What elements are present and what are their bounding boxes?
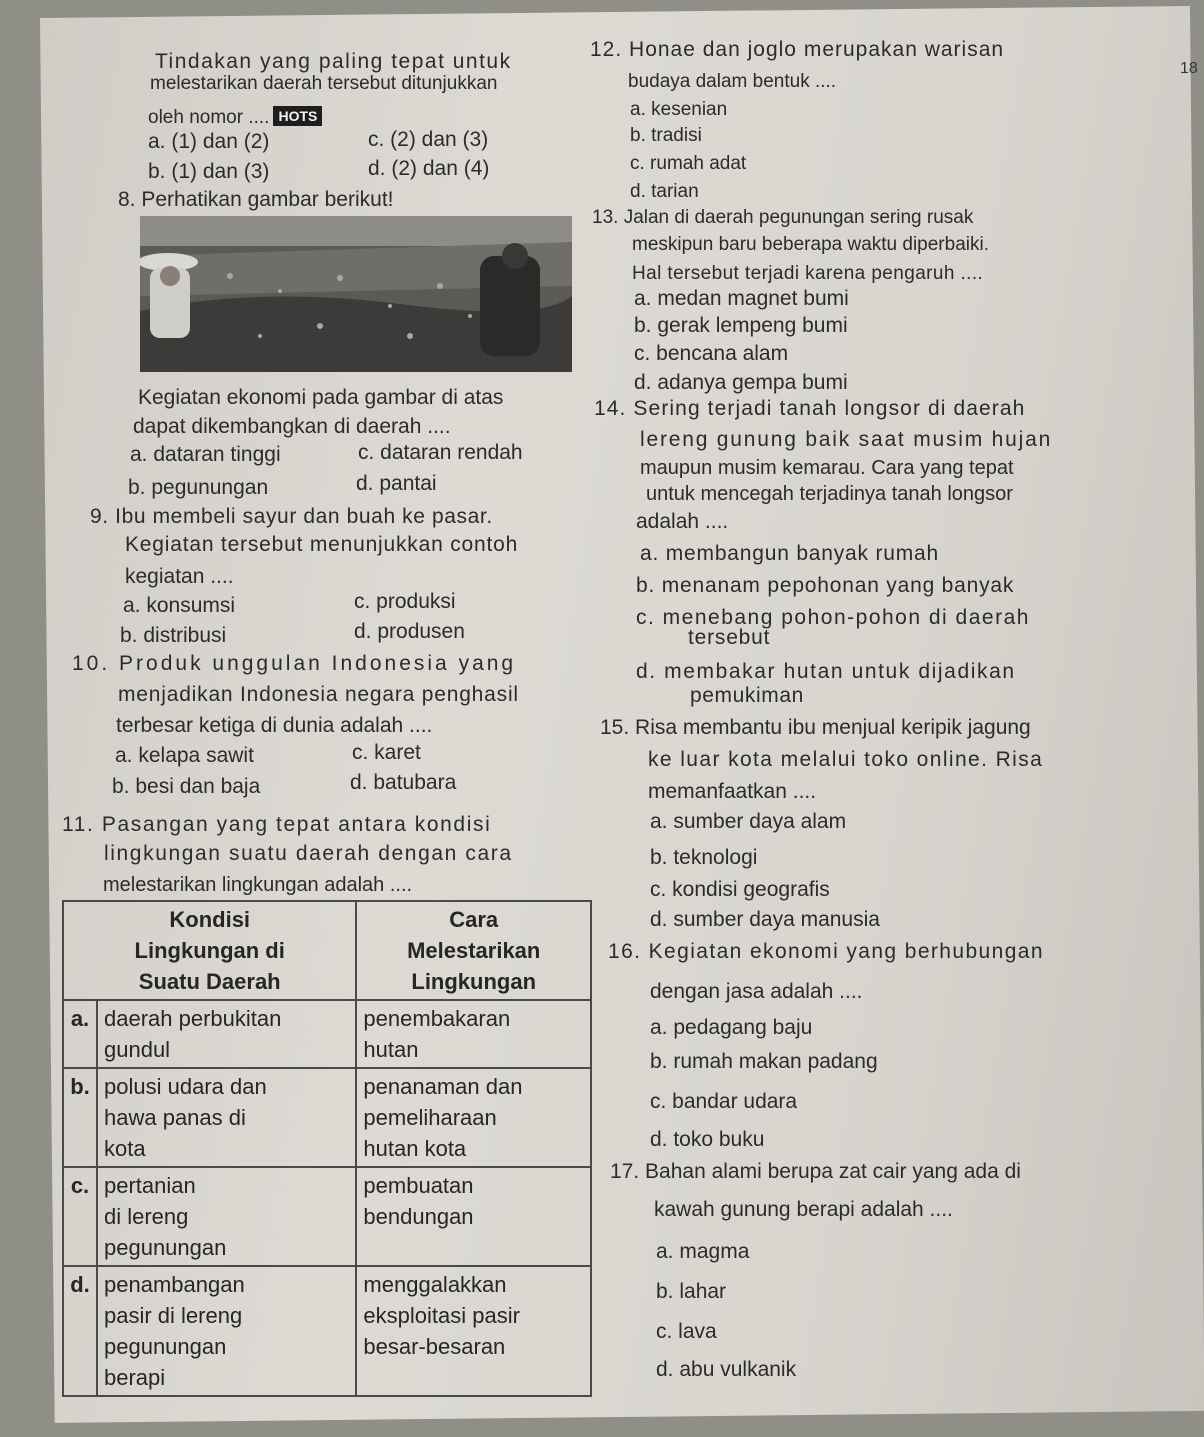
table-row xyxy=(63,1167,591,1266)
q7-option-d: d. (2) dan (4) xyxy=(368,157,490,180)
q10-option-a: a. kelapa sawit xyxy=(115,744,254,767)
q14-option-c: c. menebang pohon-pohon di daerah xyxy=(636,606,1030,629)
q12-option-b: b. tradisi xyxy=(630,125,702,146)
q10-option-d: d. batubara xyxy=(350,771,457,794)
q13-stem-line2: meskipun baru beberapa waktu diperbaiki. xyxy=(632,234,989,255)
q14-option-a: a. membangun banyak rumah xyxy=(640,542,939,565)
q13-stem-line3: Hal tersebut terjadi karena pengaruh .... xyxy=(632,263,984,284)
q11-stem-line3: melestarikan lingkungan adalah .... xyxy=(103,874,413,896)
q7-stem-line1: Tindakan yang paling tepat untuk xyxy=(155,50,512,73)
q12-stem-line1: 12. Honae dan joglo merupakan warisan xyxy=(590,38,1005,61)
q8-option-c: c. dataran rendah xyxy=(358,441,523,464)
q10-stem-line3: terbesar ketiga di dunia adalah .... xyxy=(116,714,433,737)
q8-option-b: b. pegunungan xyxy=(128,476,269,499)
table-header-row xyxy=(63,901,591,1000)
q15-option-b: b. teknologi xyxy=(650,846,758,869)
q13-stem-line1: 13. Jalan di daerah pegunungan sering rusak xyxy=(592,207,974,228)
q8-option-d: d. pantai xyxy=(356,472,437,495)
q7-option-b: b. (1) dan (3) xyxy=(148,160,270,183)
q11-stem-line1: 11. Pasangan yang tepat antara kondisi xyxy=(62,813,492,836)
q12-option-a: a. kesenian xyxy=(630,99,728,120)
q9-stem-line2: Kegiatan tersebut menunjukkan contoh xyxy=(125,533,519,556)
hots-badge: HOTS xyxy=(273,106,322,126)
row-label: c. xyxy=(63,1167,97,1266)
q7-option-a: a. (1) dan (2) xyxy=(148,130,270,153)
q16-option-a: a. pedagang baju xyxy=(650,1016,813,1039)
row-cara: penanaman dan pemeliharaan hutan kota xyxy=(356,1068,591,1167)
row-cara: penembakaran hutan xyxy=(356,1000,591,1068)
q15-option-a: a. sumber daya alam xyxy=(650,810,847,833)
row-kondisi: pertanian di lereng pegunungan xyxy=(97,1167,356,1266)
q16-option-c: c. bandar udara xyxy=(650,1090,798,1113)
q9-option-d: d. produsen xyxy=(354,620,465,643)
q17-option-a: a. magma xyxy=(656,1240,750,1263)
q13-option-b: b. gerak lempeng bumi xyxy=(634,314,848,337)
row-kondisi: daerah perbukitan gundul xyxy=(97,1000,356,1068)
q14-option-d-cont: pemukiman xyxy=(690,684,804,707)
row-label: a. xyxy=(63,1000,97,1068)
row-cara: menggalakkan eksploitasi pasir besar-besaran xyxy=(356,1266,591,1396)
table-row xyxy=(63,1068,591,1167)
q7-stem-line3: oleh nomor .... HOTS xyxy=(148,106,322,130)
q7-stem-line2: melestarikan daerah tersebut ditunjukkan xyxy=(150,73,498,94)
q16-option-b: b. rumah makan padang xyxy=(650,1050,878,1073)
q15-option-d: d. sumber daya manusia xyxy=(650,908,880,931)
q14-stem-line3: maupun musim kemarau. Cara yang tepat xyxy=(640,457,1014,479)
q12-stem-line2: budaya dalam bentuk .... xyxy=(628,71,837,92)
q10-stem-line1: 10. Produk unggulan Indonesia yang xyxy=(72,652,517,675)
page-number: 18 xyxy=(1180,60,1198,77)
q17-stem-line1: 17. Bahan alami berupa zat cair yang ada di xyxy=(610,1160,1021,1183)
q13-option-d: d. adanya gempa bumi xyxy=(634,371,848,394)
q14-stem-line1: 14. Sering terjadi tanah longsor di daerah xyxy=(594,397,1026,420)
q16-stem-line1: 16. Kegiatan ekonomi yang berhubungan xyxy=(608,940,1044,963)
q17-option-b: b. lahar xyxy=(656,1280,727,1303)
table-row xyxy=(63,1000,591,1068)
q13-option-c: c. bencana alam xyxy=(634,342,789,365)
q14-option-c-cont: tersebut xyxy=(688,626,771,649)
q17-option-c: c. lava xyxy=(656,1320,717,1343)
q9-option-c: c. produksi xyxy=(354,590,456,613)
q14-stem-line5: adalah .... xyxy=(636,510,729,533)
q15-option-c: c. kondisi geografis xyxy=(650,878,830,901)
q11-stem-line2: lingkungan suatu daerah dengan cara xyxy=(104,842,513,865)
q9-stem-line1: 9. Ibu membeli sayur dan buah ke pasar. xyxy=(90,505,493,528)
q14-stem-line2: lereng gunung baik saat musim hujan xyxy=(640,428,1053,451)
q17-option-d: d. abu vulkanik xyxy=(656,1358,797,1381)
q13-option-a: a. medan magnet bumi xyxy=(634,287,849,310)
q12-option-d: d. tarian xyxy=(630,181,699,202)
q8-photo xyxy=(140,216,572,372)
q8-stem: 8. Perhatikan gambar berikut! xyxy=(118,188,394,211)
q16-stem-line2: dengan jasa adalah .... xyxy=(650,980,863,1003)
header-kondisi: Kondisi Lingkungan di Suatu Daerah xyxy=(63,901,356,1000)
q9-option-a: a. konsumsi xyxy=(123,594,236,617)
row-cara: pembuatan bendungan xyxy=(356,1167,591,1266)
q10-option-c: c. karet xyxy=(352,741,421,764)
q8-text-line2: dapat dikembangkan di daerah .... xyxy=(133,415,451,438)
q15-stem-line3: memanfaatkan .... xyxy=(648,780,817,803)
row-label: b. xyxy=(63,1068,97,1167)
q9-option-b: b. distribusi xyxy=(120,624,227,647)
q15-stem-line2: ke luar kota melalui toko online. Risa xyxy=(648,748,1044,771)
q17-stem-line2: kawah gunung berapi adalah .... xyxy=(654,1198,953,1221)
q8-text-line1: Kegiatan ekonomi pada gambar di atas xyxy=(138,386,504,409)
table-row xyxy=(63,1266,591,1396)
q10-stem-line2: menjadikan Indonesia negara penghasil xyxy=(118,683,519,706)
q11-table xyxy=(62,900,592,1397)
q10-option-b: b. besi dan baja xyxy=(112,775,261,798)
q16-option-d: d. toko buku xyxy=(650,1128,765,1151)
q12-option-c: c. rumah adat xyxy=(630,153,747,174)
q8-option-a: a. dataran tinggi xyxy=(130,443,281,466)
q9-stem-line3: kegiatan .... xyxy=(125,565,234,588)
q8-photo-image xyxy=(140,216,572,372)
q14-stem-line4: untuk mencegah terjadinya tanah longsor xyxy=(646,483,1013,505)
q7-option-c: c. (2) dan (3) xyxy=(368,128,489,151)
row-kondisi: penambangan pasir di lereng pegunungan berapi xyxy=(97,1266,356,1396)
q14-option-d: d. membakar hutan untuk dijadikan xyxy=(636,660,1016,683)
row-kondisi: polusi udara dan hawa panas di kota xyxy=(97,1068,356,1167)
q14-option-b: b. menanam pepohonan yang banyak xyxy=(636,574,1015,597)
row-label: d. xyxy=(63,1266,97,1396)
header-cara: Cara Melestarikan Lingkungan xyxy=(356,901,591,1000)
q15-stem-line1: 15. Risa membantu ibu menjual keripik jagung xyxy=(600,716,1031,739)
